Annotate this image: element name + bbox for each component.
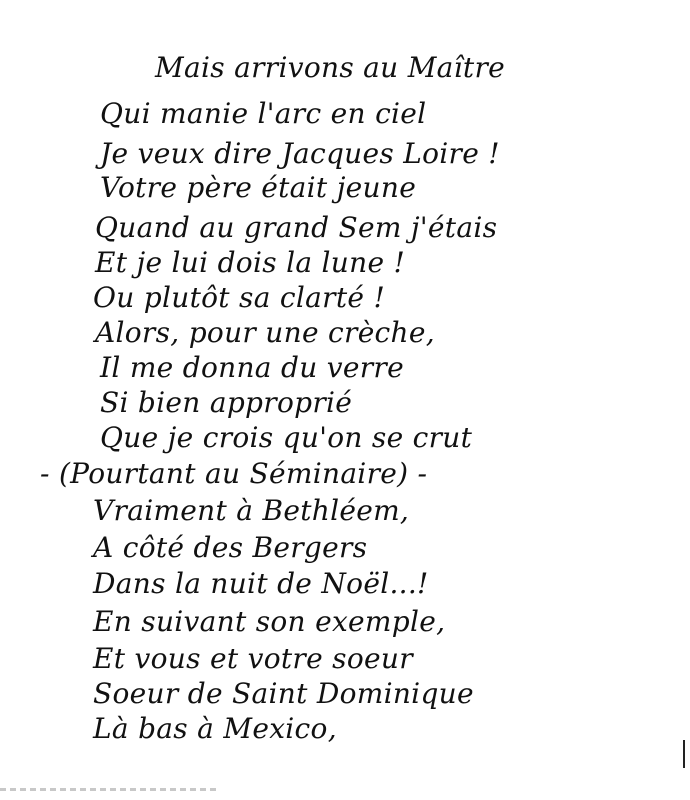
poem-line: Que je crois qu'on se crut bbox=[100, 421, 473, 454]
poem-line: A côté des Bergers bbox=[93, 531, 368, 564]
poem-line: Et je lui dois la lune ! bbox=[95, 246, 406, 279]
poem-line: Qui manie l'arc en ciel bbox=[100, 97, 427, 130]
poem-line: - (Pourtant au Séminaire) - bbox=[40, 457, 428, 490]
poem-line: Vraiment à Bethléem, bbox=[93, 494, 410, 527]
poem-line: Alors, pour une crèche, bbox=[95, 316, 435, 349]
poem-line: Mais arrivons au Maître bbox=[155, 51, 506, 84]
poem-line: Dans la nuit de Noël...! bbox=[93, 567, 429, 600]
poem-line: Là bas à Mexico, bbox=[93, 712, 337, 745]
poem-line: Et vous et votre soeur bbox=[93, 642, 413, 675]
scan-artifact bbox=[0, 788, 220, 791]
poem-line: Votre père était jeune bbox=[100, 171, 417, 204]
poem-line: Soeur de Saint Dominique bbox=[93, 677, 474, 710]
poem-line: Quand au grand Sem j'étais bbox=[95, 211, 498, 244]
poem-line: Il me donna du verre bbox=[100, 351, 404, 384]
margin-mark bbox=[683, 740, 685, 768]
poem-line: Ou plutôt sa clarté ! bbox=[93, 281, 386, 314]
poem-line: En suivant son exemple, bbox=[93, 605, 446, 638]
poem-line: Si bien approprié bbox=[100, 386, 353, 419]
poem-line: Je veux dire Jacques Loire ! bbox=[100, 137, 500, 170]
